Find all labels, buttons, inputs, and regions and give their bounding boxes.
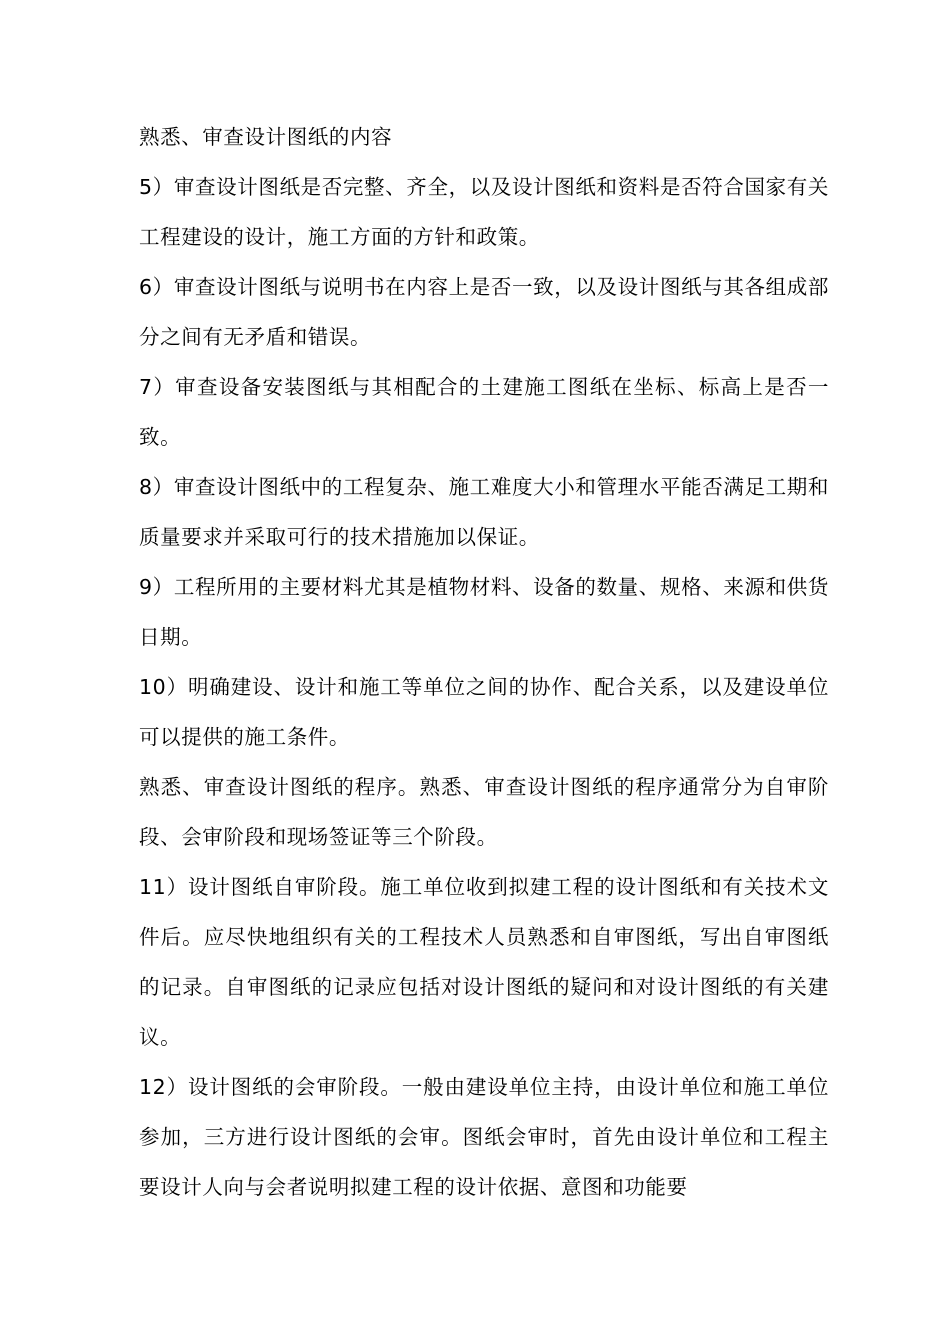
paragraph-item-6: 6）审查设计图纸与说明书在内容上是否一致，以及设计图纸与其各组成部分之间有无矛盾和错误。 [139, 275, 829, 349]
paragraph-item-8: 8）审查设计图纸中的工程复杂、施工难度大小和管理水平能否满足工期和质量要求并采取可行的技术措施加以保证。 [139, 475, 829, 549]
paragraph-item-9: 9）工程所用的主要材料尤其是植物材料、设备的数量、规格、来源和供货日期。 [139, 575, 829, 649]
paragraph-item-11: 11）设计图纸自审阶段。施工单位收到拟建工程的设计图纸和有关技术文件后。应尽快地组织有关的工程技术人员熟悉和自审图纸，写出自审图纸的记录。自审图纸的记录应包括对设计图纸的疑问和对设计图纸的有关建议。 [139, 875, 829, 1049]
paragraph-item-12: 12）设计图纸的会审阶段。一般由建设单位主持，由设计单位和施工单位参加，三方进行设计图纸的会审。图纸会审时，首先由设计单位和工程主要设计人向与会者说明拟建工程的设计依据、意图和功能要 [139, 1075, 829, 1199]
paragraph-item-5: 5）审查设计图纸是否完整、齐全，以及设计图纸和资料是否符合国家有关工程建设的设计，施工方面的方针和政策。 [139, 175, 829, 249]
document-body [139, 112, 829, 1212]
paragraph-item-7: 7）审查设备安装图纸与其相配合的土建施工图纸在坐标、标高上是否一致。 [139, 375, 829, 449]
section-heading-content: 熟悉、审查设计图纸的内容 [139, 125, 393, 149]
paragraph-item-10: 10）明确建设、设计和施工等单位之间的协作、配合关系，以及建设单位可以提供的施工条件。 [139, 675, 829, 749]
section-heading-procedure: 熟悉、审查设计图纸的程序。熟悉、审查设计图纸的程序通常分为自审阶段、会审阶段和现场签证等三个阶段。 [139, 775, 829, 849]
